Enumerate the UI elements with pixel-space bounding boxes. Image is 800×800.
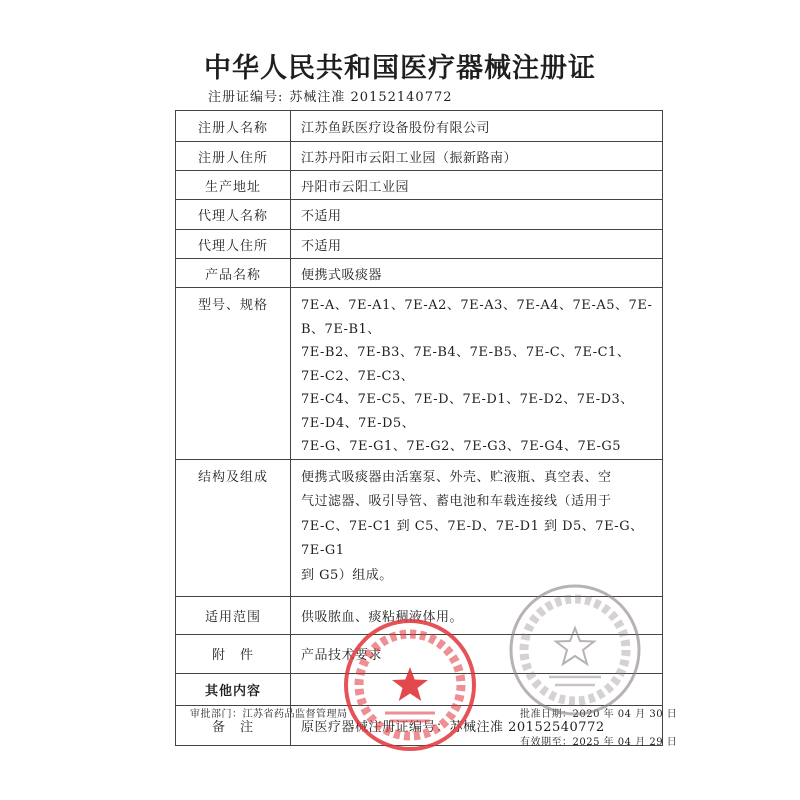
- remarks-label: 备 注: [176, 705, 291, 745]
- table-row: [176, 171, 663, 200]
- product-name-value: 便携式吸痰器: [291, 259, 663, 288]
- table-row: [176, 673, 663, 705]
- registrant-address-value: 江苏丹阳市云阳工业园（振新路南）: [291, 142, 663, 171]
- table-row: [176, 200, 663, 230]
- models-line: 7E-B2、7E-B3、7E-B4、7E-B5、7E-C、7E-C1、7E-C2、7E-C3、: [301, 345, 631, 384]
- valid-until: 有效期至：2025 年 04 月 29 日: [520, 737, 678, 748]
- certificate-table: [175, 110, 663, 746]
- approval-date: 批准日期：2020 年 04 月 30 日: [520, 709, 678, 720]
- registration-number: [208, 86, 459, 105]
- composition-line: 气过滤器、吸引导管、蓄电池和车载连接线（适用于: [301, 494, 612, 509]
- models-label: 型号、规格: [176, 288, 291, 460]
- table-row: [176, 230, 663, 259]
- models-line: 7E-G、7E-G1、7E-G2、7E-G3、7E-G4、7E-G5: [301, 439, 622, 454]
- table-row: [176, 288, 663, 460]
- other-label: 其他内容: [176, 673, 291, 705]
- registrant-address-label: 注册人住所: [176, 142, 291, 171]
- models-value: [291, 288, 663, 460]
- composition-value: [291, 459, 663, 596]
- approval-department: 审批部门：江苏省药品监督管理局: [190, 709, 348, 720]
- agent-address-label: 代理人住所: [176, 230, 291, 259]
- production-address-label: 生产地址: [176, 171, 291, 200]
- agent-address-value: 不适用: [291, 230, 663, 259]
- product-name-label: 产品名称: [176, 259, 291, 288]
- registration-number-label: 注册证编号:: [208, 90, 284, 105]
- table-row: [176, 596, 663, 634]
- document-title: 中华人民共和国医疗器械注册证: [204, 53, 596, 84]
- registrant-name-value: 江苏鱼跃医疗设备股份有限公司: [291, 111, 663, 142]
- table-row: [176, 142, 663, 171]
- remarks-value: 原医疗器械注册证编号：苏械注准 20152540772: [291, 705, 663, 745]
- registrant-name-label: 注册人名称: [176, 111, 291, 142]
- attachment-value: 产品技术要求: [291, 634, 663, 673]
- models-line: 7E-A、7E-A1、7E-A2、7E-A3、7E-A4、7E-A5、7E-B、7E-B1、: [301, 298, 653, 337]
- other-value: [291, 673, 663, 705]
- attachment-label: 附 件: [176, 634, 291, 673]
- agent-name-value: 不适用: [291, 200, 663, 230]
- agent-name-label: 代理人名称: [176, 200, 291, 230]
- table-row: [176, 634, 663, 673]
- scope-label: 适用范围: [176, 596, 291, 634]
- table-row: [176, 111, 663, 142]
- composition-line: 便携式吸痰器由活塞泵、外壳、贮液瓶、真空表、空: [301, 469, 612, 485]
- table-row: [176, 259, 663, 288]
- composition-line: 7E-C、7E-C1 到 C5、7E-D、7E-D1 到 D5、7E-G、7E-G1: [301, 518, 644, 558]
- registration-number-value: 苏械注准 20152140772: [289, 90, 453, 105]
- composition-line: 到 G5）组成。: [301, 567, 393, 583]
- models-line: 7E-C4、7E-C5、7E-D、7E-D1、7E-D2、7E-D3、7E-D4、7E-D5、: [301, 392, 634, 431]
- production-address-value: 丹阳市云阳工业园: [291, 171, 663, 200]
- scope-value: 供吸脓血、痰粘稠液体用。: [291, 596, 663, 634]
- composition-label: 结构及组成: [176, 459, 291, 596]
- table-row: [176, 459, 663, 596]
